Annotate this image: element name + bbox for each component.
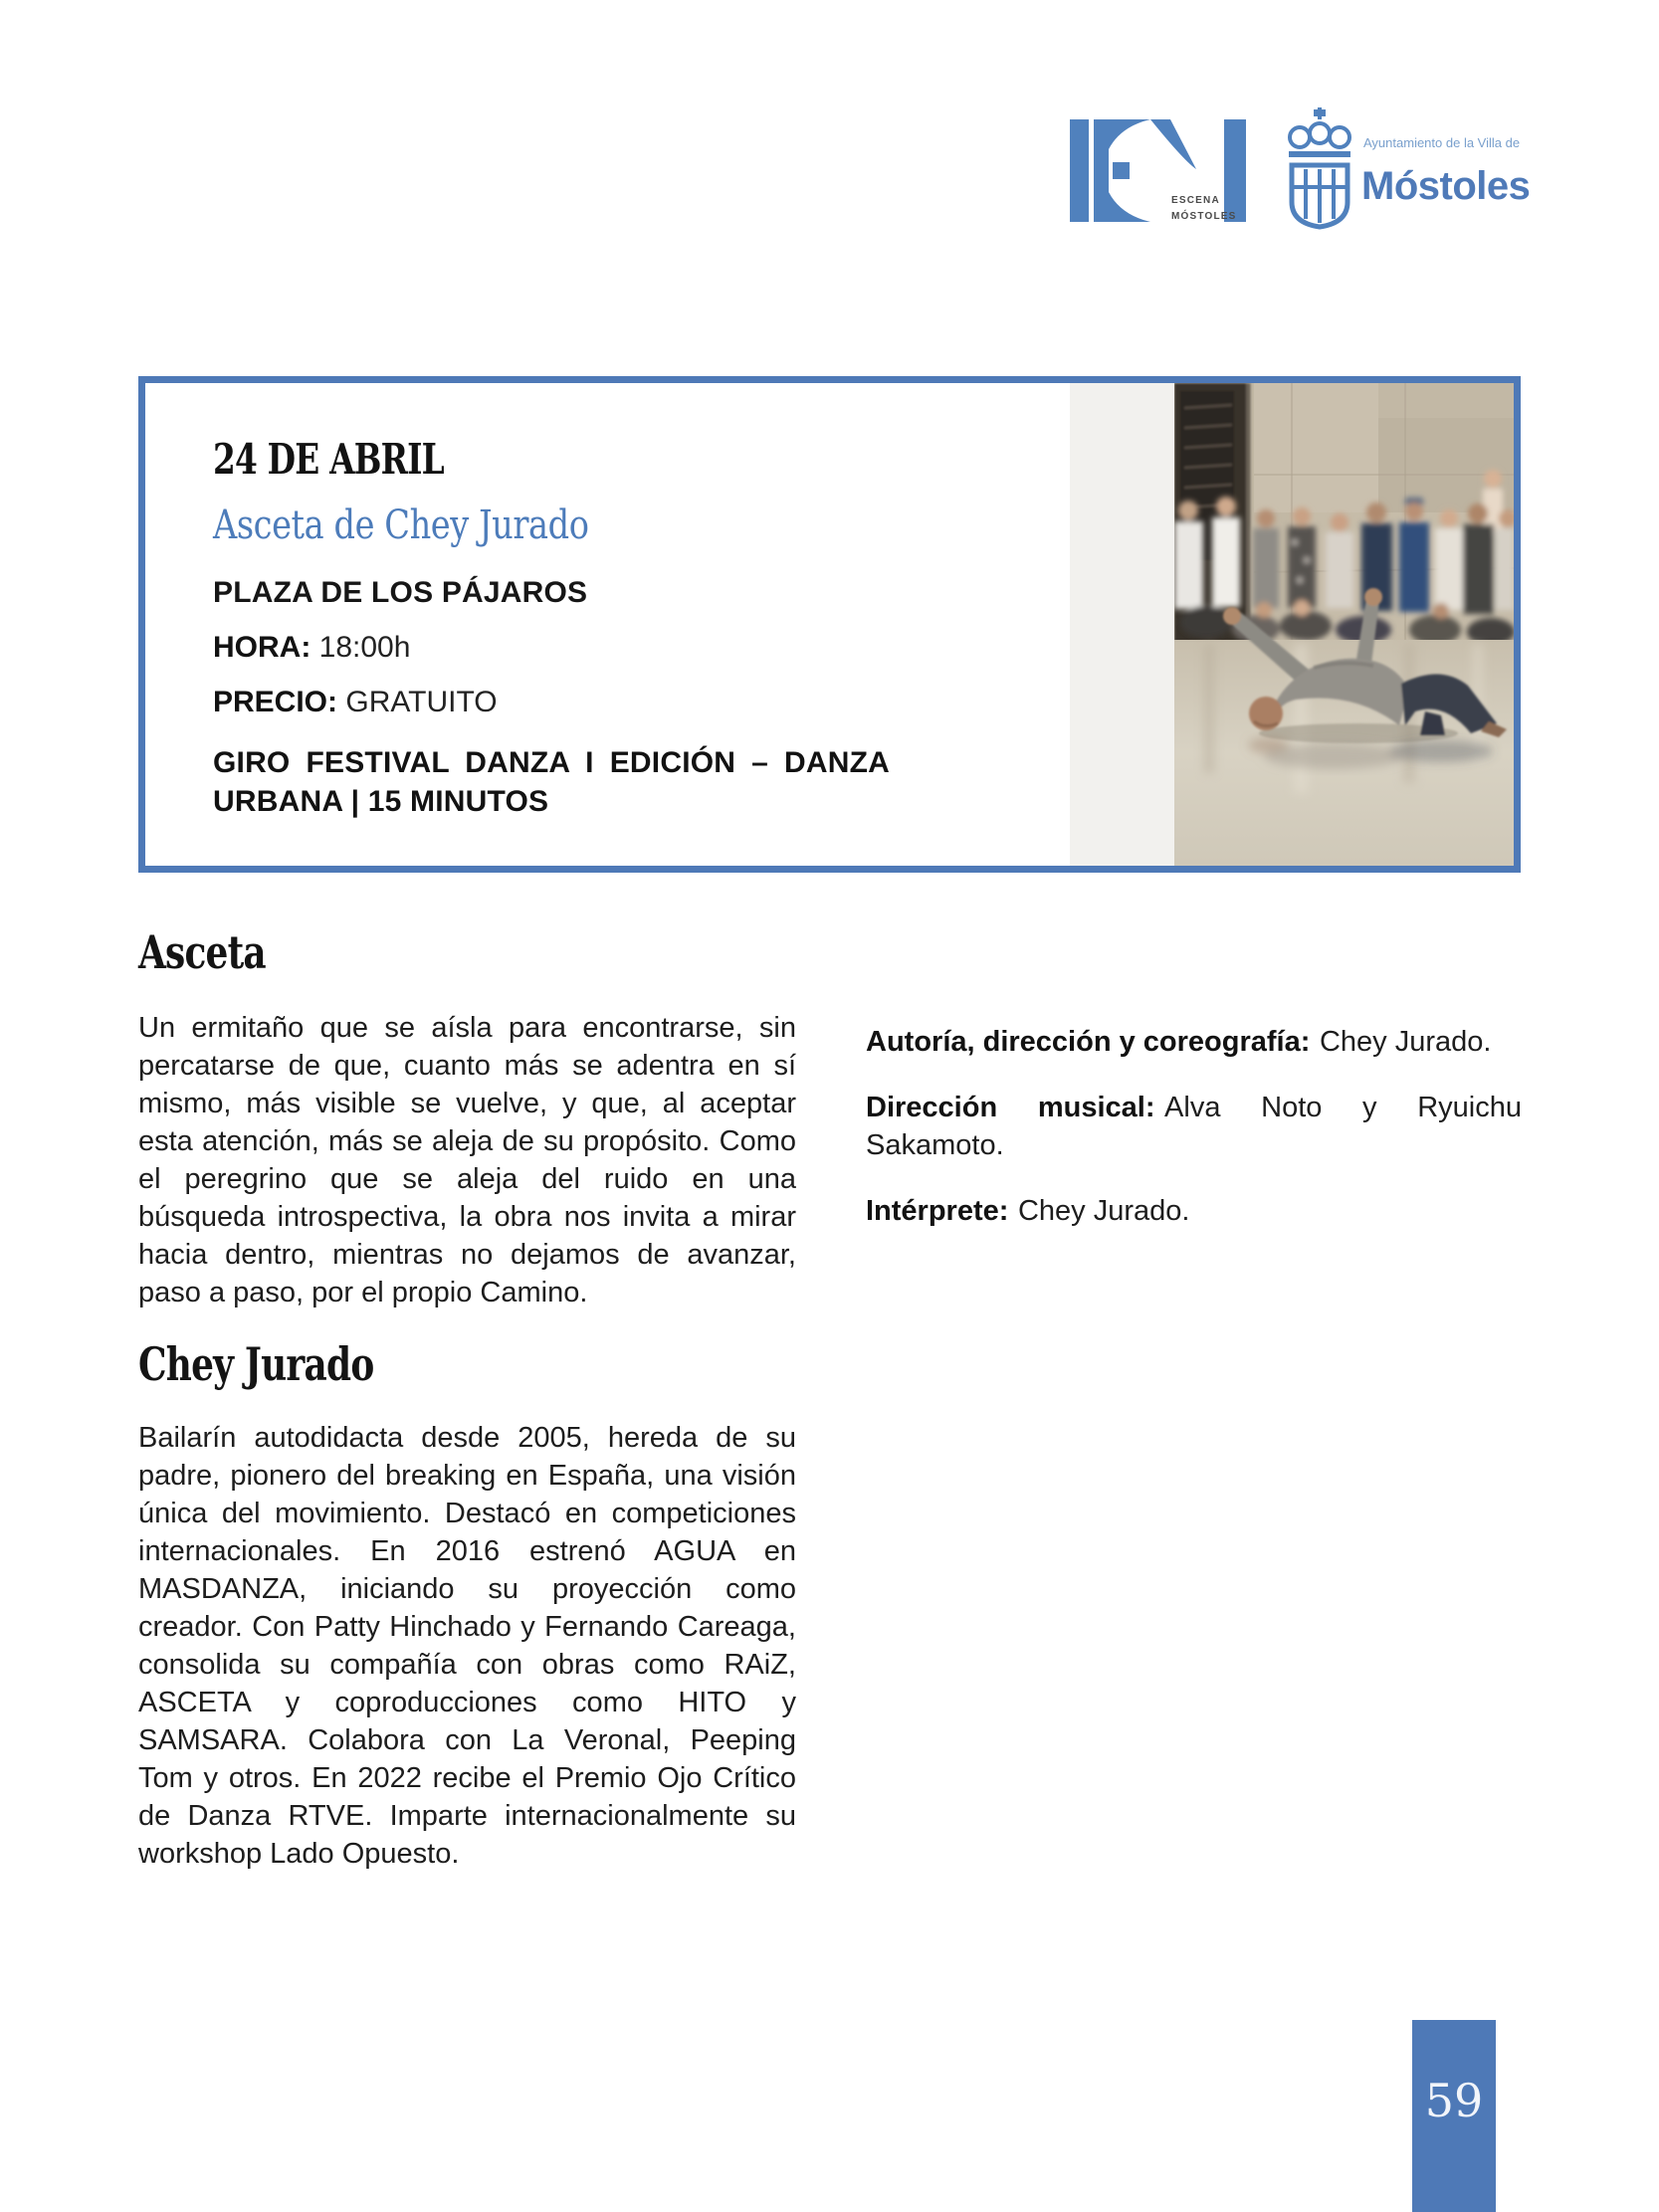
credit-label: Dirección musical:: [866, 1092, 1155, 1123]
time-value: 18:00h: [318, 631, 411, 664]
credit-value: Chey Jurado.: [1017, 1195, 1190, 1227]
page-number-badge: [1412, 2020, 1496, 2212]
price-value: GRATUITO: [345, 686, 498, 718]
section-heading-asceta: Asceta: [138, 925, 266, 979]
price-label: PRECIO:: [213, 686, 338, 718]
event-time-row: [213, 631, 860, 665]
photo-divider-strip: [1070, 383, 1174, 866]
credit-label: Autoría, dirección y coreografía:: [866, 1026, 1311, 1058]
escena-logo-line2: MÓSTOLES: [1171, 211, 1237, 222]
page-number: 59: [1424, 2074, 1484, 2127]
asceta-description: Un ermitaño que se aísla para encontrarse, sin percatarse de que, cuanto más se adentra en sí mismo, más visible se vuelve, y que, al aceptar esta atención, más se aleja de su propósito. Como el peregrino que se aleja del ruido en una búsqueda introspectiva, la obra nos invita a mirar hacia dentro, mientras no dejamos de avanzar, paso a paso, por el propio Camino.: [138, 1012, 796, 1308]
mostoles-crest-icon: [1282, 107, 1531, 232]
festival-note: GIRO FESTIVAL DANZA I EDICIÓN – DANZA URBANA | 15 MINUTOS: [213, 746, 890, 818]
chey-jurado-bio: Bailarín autodidacta desde 2005, hereda de su padre, pionero del breaking en España, una visión única del movimiento. Destacó en competiciones internacionales. En 2016 estrenó AGUA en MASDANZA, iniciando su proyección como creador. Con Patty Hinchado y Fernando Careaga, consolida su compañía con obras como RAiZ, ASCETA y coproducciones como HITO y SAMSARA. Colabora con La Veronal, Peeping Tom y otros. En 2022 recibe el Premio Ojo Crítico de Danza RTVE. Imparte internacionalmente su workshop Lado Opuesto.: [138, 1422, 796, 1870]
time-label: HORA:: [213, 631, 311, 664]
credit-value: Chey Jurado.: [1319, 1026, 1492, 1058]
event-date: 24 DE ABRIL: [213, 435, 444, 484]
credit-musical-direction: [866, 1089, 1522, 1164]
ayuntamiento-logo-small-text: Ayuntamiento de la Villa de: [1363, 135, 1521, 150]
ayuntamiento-mostoles-logo: [1282, 107, 1531, 237]
event-card: [138, 376, 1521, 873]
credits-column: [866, 1023, 1522, 1258]
escena-logo-line1: ESCENA: [1171, 195, 1220, 206]
event-photo: [1174, 383, 1514, 866]
event-venue: PLAZA DE LOS PÁJAROS: [213, 576, 588, 609]
dancer-performance-photo: [1174, 383, 1514, 866]
credit-label: Intérprete:: [866, 1195, 1009, 1227]
escena-mostoles-logo-icon: [1067, 117, 1256, 232]
credit-performer: [866, 1192, 1522, 1230]
credit-value: Alva Noto y Ryuichu Sakamoto.: [866, 1092, 1522, 1161]
ayuntamiento-logo-big-text: Móstoles: [1361, 164, 1531, 208]
credit-authorship: [866, 1023, 1522, 1061]
event-price-row: [213, 686, 860, 719]
escena-mostoles-logo: [1067, 117, 1256, 237]
main-content-column: [138, 925, 796, 1873]
event-card-text: [145, 383, 890, 866]
section-heading-chey-jurado: Chey Jurado: [138, 1337, 374, 1391]
event-title: Asceta de Chey Jurado: [213, 503, 589, 548]
